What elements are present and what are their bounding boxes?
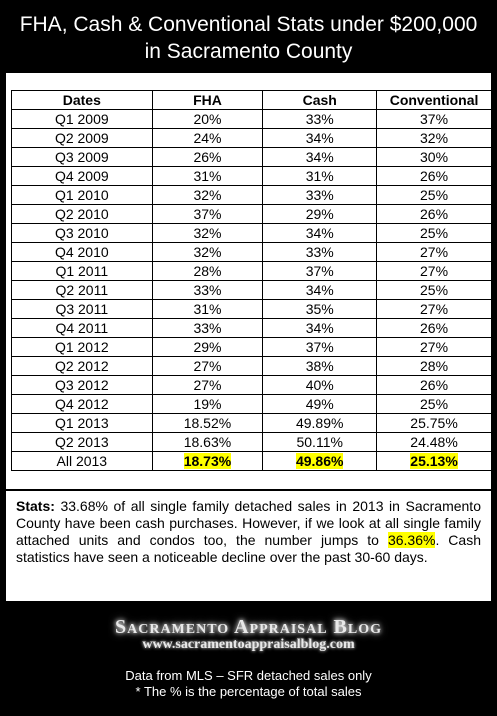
cell-conventional: 27%: [377, 243, 492, 262]
cell-date: Q1 2011: [12, 262, 153, 281]
cell-cash: 34%: [263, 129, 377, 148]
footer-line-1: Data from MLS – SFR detached sales only: [125, 668, 372, 683]
table-row: [12, 110, 492, 129]
cell-date: Q2 2012: [12, 357, 153, 376]
cell-cash: 34%: [263, 224, 377, 243]
cell-fha: 32%: [152, 243, 263, 262]
cell-date: Q4 2009: [12, 167, 153, 186]
total-fha: [152, 452, 263, 471]
cell-cash: 37%: [263, 262, 377, 281]
cell-fha: 20%: [152, 110, 263, 129]
cell-cash: 40%: [263, 376, 377, 395]
cell-cash: 33%: [263, 186, 377, 205]
cell-cash: 35%: [263, 300, 377, 319]
cell-conventional: 26%: [377, 319, 492, 338]
table-row: [12, 148, 492, 167]
cell-date: Q2 2009: [12, 129, 153, 148]
cell-conventional: 27%: [377, 338, 492, 357]
cell-conventional: 32%: [377, 129, 492, 148]
cell-cash: 31%: [263, 167, 377, 186]
cell-conventional: 25%: [377, 395, 492, 414]
cell-fha: 28%: [152, 262, 263, 281]
cell-fha: 32%: [152, 224, 263, 243]
cell-fha: 19%: [152, 395, 263, 414]
header-conventional: Conventional: [377, 91, 492, 110]
table-row: [12, 300, 492, 319]
table-row: [12, 433, 492, 452]
total-cash-value: 49.86%: [295, 452, 344, 469]
cell-conventional: 24.48%: [377, 433, 492, 452]
blog-logo: [0, 616, 497, 653]
cell-cash: 33%: [263, 243, 377, 262]
header-dates: Dates: [12, 91, 153, 110]
table-row: [12, 357, 492, 376]
cell-fha: 33%: [152, 281, 263, 300]
cell-cash: 37%: [263, 338, 377, 357]
title-line-1: FHA, Cash & Conventional Stats under $200,000: [19, 13, 478, 36]
cell-cash: 33%: [263, 110, 377, 129]
cell-date: Q2 2013: [12, 433, 153, 452]
cell-date: Q1 2012: [12, 338, 153, 357]
table-row: [12, 414, 492, 433]
table-row: [12, 205, 492, 224]
stats-highlight: 36.36%: [387, 532, 436, 548]
cell-fha: 18.52%: [152, 414, 263, 433]
header-cash: Cash: [263, 91, 377, 110]
total-conventional-value: 25.13%: [410, 452, 458, 469]
total-cash: [263, 452, 377, 471]
cell-conventional: 25%: [377, 186, 492, 205]
total-date: All 2013: [12, 452, 153, 471]
stats-paragraph: [6, 491, 491, 566]
cell-date: Q3 2011: [12, 300, 153, 319]
footer-line-2: * The % is the percentage of total sales: [135, 684, 362, 699]
table-panel: [6, 73, 491, 489]
footer: [0, 668, 497, 700]
cell-fha: 37%: [152, 205, 263, 224]
cell-fha: 27%: [152, 357, 263, 376]
stats-box: [6, 491, 491, 601]
cell-conventional: 25%: [377, 224, 492, 243]
title-line-2: in Sacramento County: [144, 40, 353, 63]
cell-conventional: 37%: [377, 110, 492, 129]
cell-date: Q2 2011: [12, 281, 153, 300]
cell-cash: 34%: [263, 148, 377, 167]
cell-fha: 27%: [152, 376, 263, 395]
header-fha: FHA: [152, 91, 263, 110]
table-row: [12, 186, 492, 205]
total-conventional: [377, 452, 492, 471]
total-row: [12, 452, 492, 471]
cell-fha: 26%: [152, 148, 263, 167]
cell-date: Q3 2009: [12, 148, 153, 167]
cell-cash: 49.89%: [263, 414, 377, 433]
total-fha-value: 18.73%: [183, 452, 232, 469]
cell-fha: 24%: [152, 129, 263, 148]
cell-fha: 33%: [152, 319, 263, 338]
table-row: [12, 243, 492, 262]
cell-date: Q4 2010: [12, 243, 153, 262]
cell-conventional: 26%: [377, 205, 492, 224]
cell-fha: 32%: [152, 186, 263, 205]
cell-fha: 31%: [152, 300, 263, 319]
cell-date: Q2 2010: [12, 205, 153, 224]
table-row: [12, 224, 492, 243]
cell-fha: 29%: [152, 338, 263, 357]
cell-date: Q1 2013: [12, 414, 153, 433]
blog-name: Sacramento Appraisal Blog: [114, 616, 382, 638]
cell-date: Q3 2012: [12, 376, 153, 395]
table-row: [12, 376, 492, 395]
stats-text-before: 33.68% of all single family detached sales in 2013 in Sacramento County have been cash purchases. However, if we look at all single family attached units and condos too, the number jumps to: [16, 498, 481, 548]
cell-conventional: 26%: [377, 376, 492, 395]
cell-conventional: 27%: [377, 262, 492, 281]
stats-text-after: . Cash statistics have seen a noticeable decline over the past 30-60 days.: [16, 532, 481, 565]
cell-cash: 34%: [263, 281, 377, 300]
cell-date: Q4 2012: [12, 395, 153, 414]
cell-cash: 49%: [263, 395, 377, 414]
cell-cash: 34%: [263, 319, 377, 338]
stats-table: [11, 90, 492, 471]
cell-cash: 50.11%: [263, 433, 377, 452]
cell-fha: 18.63%: [152, 433, 263, 452]
table-row: [12, 129, 492, 148]
cell-date: Q1 2009: [12, 110, 153, 129]
table-row: [12, 395, 492, 414]
cell-date: Q1 2010: [12, 186, 153, 205]
table-header-row: [12, 91, 492, 110]
cell-cash: 29%: [263, 205, 377, 224]
cell-fha: 31%: [152, 167, 263, 186]
table-row: [12, 262, 492, 281]
cell-conventional: 26%: [377, 167, 492, 186]
cell-conventional: 25%: [377, 281, 492, 300]
cell-conventional: 28%: [377, 357, 492, 376]
table-row: [12, 167, 492, 186]
cell-date: Q4 2011: [12, 319, 153, 338]
table-row: [12, 281, 492, 300]
table-row: [12, 319, 492, 338]
cell-cash: 38%: [263, 357, 377, 376]
page-title: [6, 6, 491, 68]
cell-conventional: 30%: [377, 148, 492, 167]
stats-label: Stats:: [16, 498, 55, 514]
table-row: [12, 338, 492, 357]
cell-date: Q3 2010: [12, 224, 153, 243]
cell-conventional: 27%: [377, 300, 492, 319]
blog-url: www.sacramentoappraisalblog.com: [142, 637, 355, 652]
cell-conventional: 25.75%: [377, 414, 492, 433]
table-body: [12, 110, 492, 452]
